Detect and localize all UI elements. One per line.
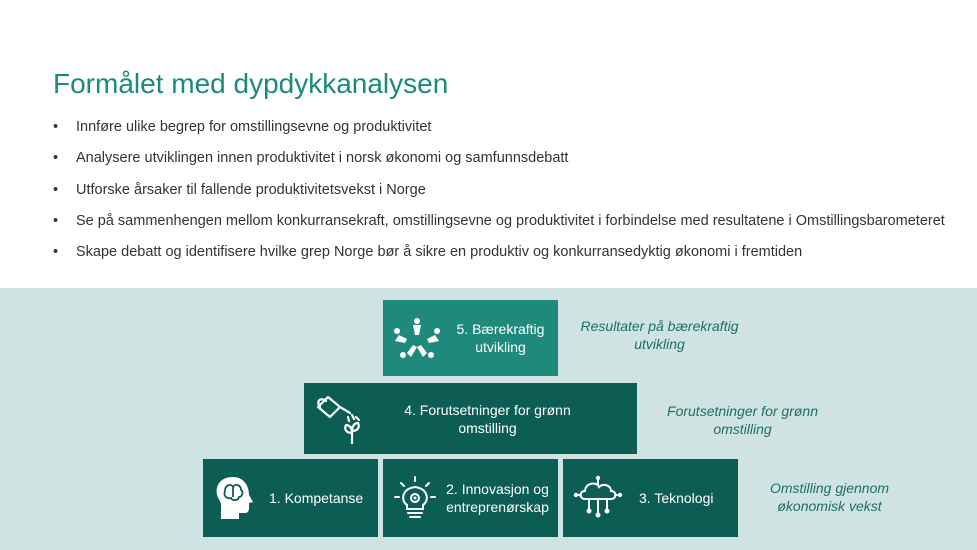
list-item: • Innføre ulike begrep for omstillingsevne og produktivitet — [53, 118, 945, 149]
side-label-bottom — [742, 479, 917, 515]
pyramid-level-4-label: omstilling — [458, 419, 517, 436]
side-label-text: økonomisk vekst — [777, 498, 882, 514]
pyramid-level-1 — [203, 459, 378, 537]
side-label-text: Forutsetninger for grønn — [667, 403, 818, 419]
side-label-middle — [655, 402, 830, 438]
pyramid-level-5 — [383, 300, 558, 376]
people-circle-icon — [391, 315, 443, 361]
side-label-text: Omstilling gjennom — [769, 480, 890, 496]
side-label-text: Resultater på bærekraftig — [580, 318, 739, 334]
pyramid-level-5-label: utvikling — [475, 339, 526, 355]
cloud-network-icon — [573, 475, 623, 521]
side-label-text: omstilling — [713, 421, 772, 437]
side-label-text: utvikling — [634, 336, 685, 352]
list-item: • Analysere utviklingen innen produktivitet i norsk økonomi og samfunnsdebatt — [53, 149, 945, 180]
pyramid-level-2 — [383, 459, 558, 537]
lightbulb-gear-icon — [393, 475, 437, 521]
brain-head-icon — [213, 475, 255, 521]
pyramid-level-2-label: entreprenørskap — [446, 499, 549, 515]
purpose-list — [53, 118, 945, 274]
page-title: Formålet med dypdykkanalysen — [53, 68, 449, 99]
pyramid-level-3 — [563, 459, 738, 537]
side-label-top — [572, 317, 747, 353]
watering-can-icon — [312, 393, 368, 445]
pyramid-level-4 — [304, 383, 637, 454]
pyramid-level-3-label: 3. Teknologi — [639, 490, 714, 506]
pyramid-level-1-label: 1. Kompetanse — [269, 490, 364, 506]
list-item: • Utforske årsaker til fallende produktivitetsvekst i Norge — [53, 181, 945, 212]
list-item: • Se på sammenhengen mellom konkurransekraft, omstillingsevne og produktivitet i forbindelse med resultatene i Omstillingsbarometeret — [53, 212, 945, 243]
list-item: • Skape debatt og identifisere hvilke grep Norge bør å sikre en produktiv og konkurransedyktig økonomi i fremtiden — [53, 243, 945, 274]
pyramid-level-2-label: 2. Innovasjon og — [446, 481, 549, 497]
pyramid-level-5-label: 5. Bærekraftig — [456, 321, 545, 337]
pyramid-level-4-label: 4. Forutsetninger for grønn — [404, 401, 571, 418]
